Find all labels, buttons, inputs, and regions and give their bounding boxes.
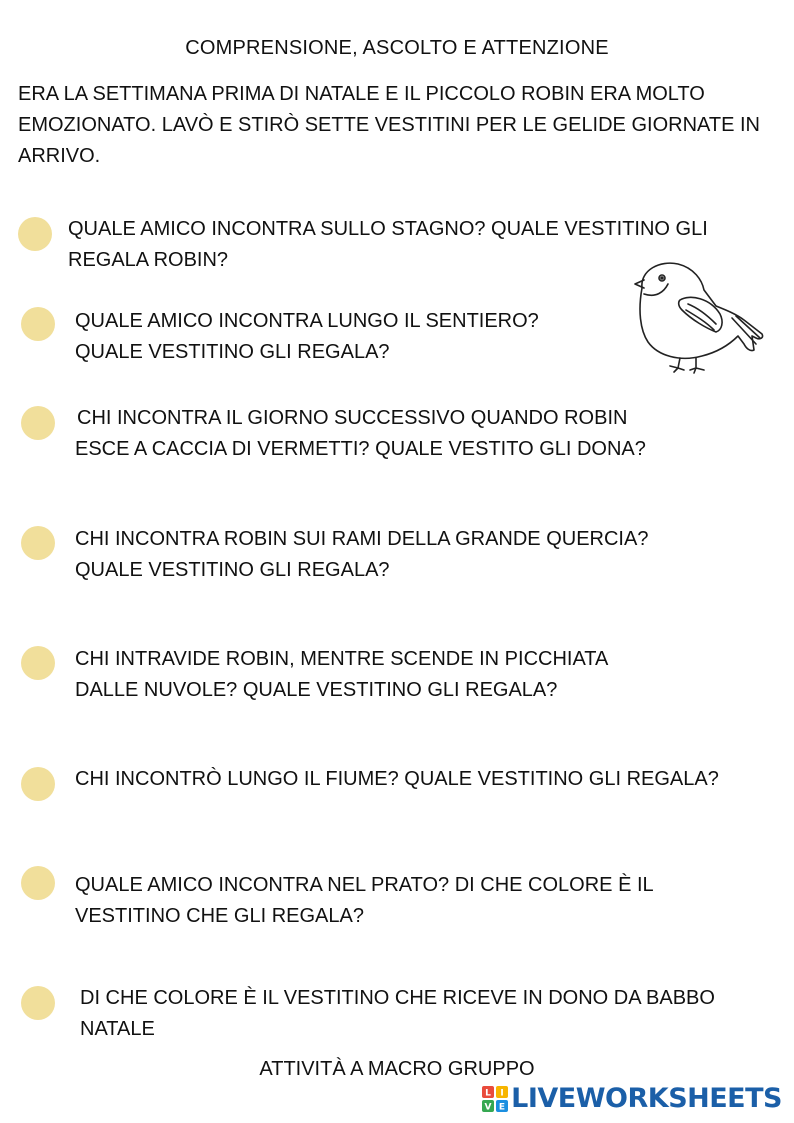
intro-paragraph: ERA LA SETTIMANA PRIMA DI NATALE E IL PICCOLO ROBIN ERA MOLTO EMOZIONATO. LAVÒ E STIRÒ SETTE VESTITINI PER LE GELIDE GIORNATE IN ARRIVO. — [18, 83, 760, 167]
question-bullet — [18, 217, 52, 251]
question-text: CHI INCONTRA IL GIORNO SUCCESSIVO QUANDO ROBIN ESCE A CACCIA DI VERMETTI? QUALE VESTITO GLI DONA? — [75, 407, 646, 460]
liveworksheets-blocks-icon — [482, 1086, 508, 1112]
logo-letter: I — [500, 1088, 504, 1098]
question-text: CHI INCONTRÒ LUNGO IL FIUME? QUALE VESTITINO GLI REGALA? — [75, 768, 719, 790]
question-text: QUALE AMICO INCONTRA LUNGO IL SENTIERO? QUALE VESTITINO GLI REGALA? — [75, 310, 539, 363]
question-bullet — [21, 986, 55, 1020]
brand-name: LIVEWORKSHEETS — [511, 1083, 782, 1114]
question-bullet — [21, 307, 55, 341]
question-text: QUALE AMICO INCONTRA NEL PRATO? DI CHE COLORE È IL VESTITINO CHE GLI REGALA? — [75, 874, 653, 927]
activity-footer: ATTIVITÀ A MACRO GRUPPO — [259, 1058, 535, 1080]
logo-letter: V — [484, 1102, 492, 1112]
question-bullet — [21, 406, 55, 440]
question-text: QUALE AMICO INCONTRA SULLO STAGNO? QUALE VESTITINO GLI REGALA ROBIN? — [68, 218, 708, 271]
question-bullet — [21, 866, 55, 900]
logo-letter: E — [499, 1102, 506, 1112]
page-title: COMPRENSIONE, ASCOLTO E ATTENZIONE — [185, 37, 609, 59]
question-bullet — [21, 646, 55, 680]
question-text: DI CHE COLORE È IL VESTITINO CHE RICEVE IN DONO DA BABBO NATALE — [80, 987, 715, 1040]
logo-letter: L — [485, 1088, 492, 1098]
question-text: CHI INCONTRA ROBIN SUI RAMI DELLA GRANDE QUERCIA? QUALE VESTITINO GLI REGALA? — [75, 528, 649, 581]
robin-bird-icon — [632, 258, 767, 376]
question-text: CHI INTRAVIDE ROBIN, MENTRE SCENDE IN PICCHIATA DALLE NUVOLE? QUALE VESTITINO GLI REGALA? — [75, 648, 608, 701]
question-bullet — [21, 526, 55, 560]
question-bullet — [21, 767, 55, 801]
liveworksheets-logo[interactable] — [482, 1083, 782, 1114]
